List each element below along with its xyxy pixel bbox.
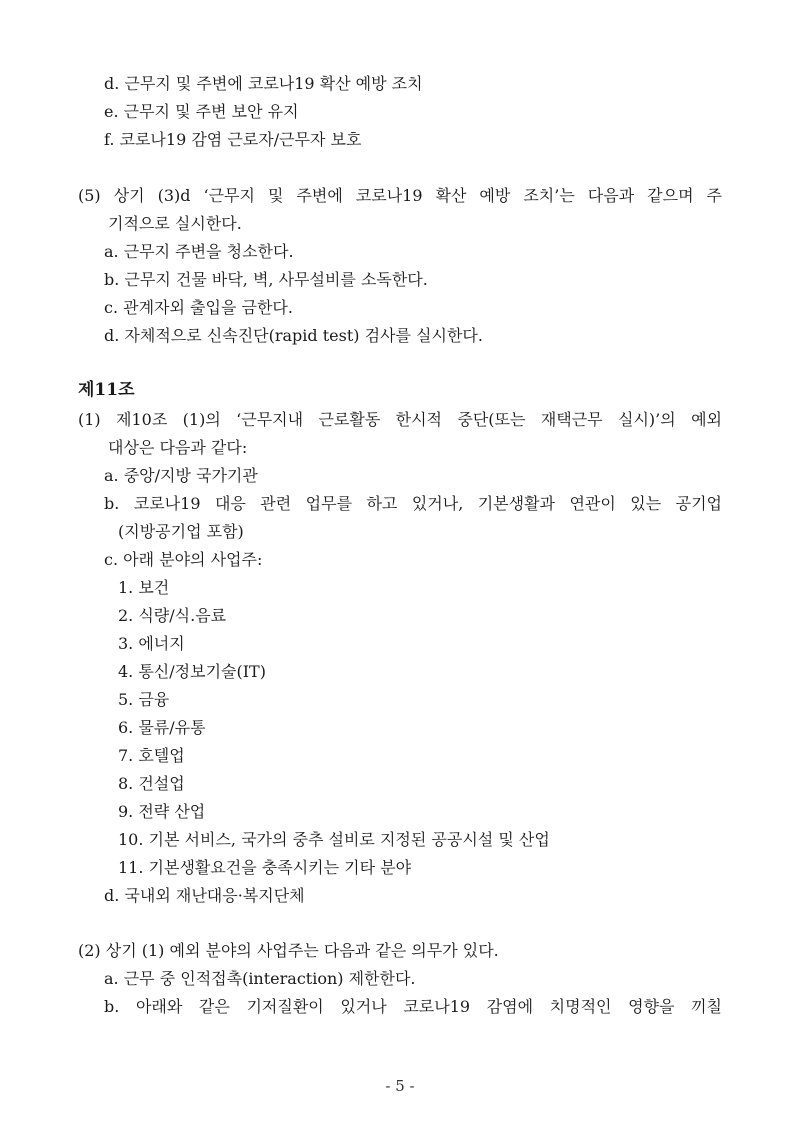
list-item: d. 자체적으로 신속진단(rapid test) 검사를 실시한다. xyxy=(104,326,483,345)
sub-list-item: 6. 물류/유통 xyxy=(118,718,206,737)
list-item: a. 근무 중 인적접촉(interaction) 제한한다. xyxy=(104,969,416,988)
list-item: f. 코로나19 감염 근로자/근무자 보호 xyxy=(104,130,362,149)
list-item: b. 코로나19 대응 관련 업무를 하고 있거나, 기본생활과 연관이 있는 공기업 xyxy=(104,494,722,513)
list-item: e. 근무지 및 주변 보안 유지 xyxy=(104,102,299,121)
sub-list-item: 11. 기본생활요건을 충족시키는 기타 분야 xyxy=(118,858,412,877)
list-item: a. 중앙/지방 국가기관 xyxy=(104,466,258,485)
page-number: - 5 - xyxy=(385,1077,415,1095)
list-item: c. 관계자외 출입을 금한다. xyxy=(104,298,293,317)
list-item: c. 아래 분야의 사업주: xyxy=(104,550,263,569)
paragraph-line: 대상은 다음과 같다: xyxy=(108,438,248,457)
sub-list-item: 5. 금융 xyxy=(118,690,170,709)
paragraph-line: 기적으로 실시한다. xyxy=(108,214,242,233)
paragraph-line: (1) 제10조 (1)의 ‘근무지내 근로활동 한시적 중단(또는 재택근무 실시)’의 예외 xyxy=(78,410,722,429)
sub-list-item: 2. 식량/식.음료 xyxy=(118,606,227,625)
section-heading: 제11조 xyxy=(78,380,135,400)
sub-list-item: 8. 건설업 xyxy=(118,774,185,793)
list-item: (지방공기업 포함) xyxy=(118,522,244,541)
sub-list-item: 1. 보건 xyxy=(118,578,170,597)
sub-list-item: 10. 기본 서비스, 국가의 중추 설비로 지정된 공공시설 및 산업 xyxy=(118,830,550,849)
sub-list-item: 9. 전략 산업 xyxy=(118,802,206,821)
list-item: a. 근무지 주변을 청소한다. xyxy=(104,242,294,261)
sub-list-item: 7. 호텔업 xyxy=(118,746,185,765)
sub-list-item: 3. 에너지 xyxy=(118,634,185,653)
list-item: b. 근무지 건물 바닥, 벽, 사무설비를 소독한다. xyxy=(104,270,428,289)
paragraph-line: (5) 상기 (3)d ‘근무지 및 주변에 코로나19 확산 예방 조치’는 다음과 같으며 주 xyxy=(78,186,722,205)
list-item: d. 근무지 및 주변에 코로나19 확산 예방 조치 xyxy=(104,74,423,93)
paragraph-line: (2) 상기 (1) 예외 분야의 사업주는 다음과 같은 의무가 있다. xyxy=(78,941,499,960)
sub-list-item: 4. 통신/정보기술(IT) xyxy=(118,662,266,681)
list-item: d. 국내외 재난대응·복지단체 xyxy=(104,886,305,905)
list-item: b. 아래와 같은 기저질환이 있거나 코로나19 감염에 치명적인 영향을 끼칠 xyxy=(104,997,722,1016)
